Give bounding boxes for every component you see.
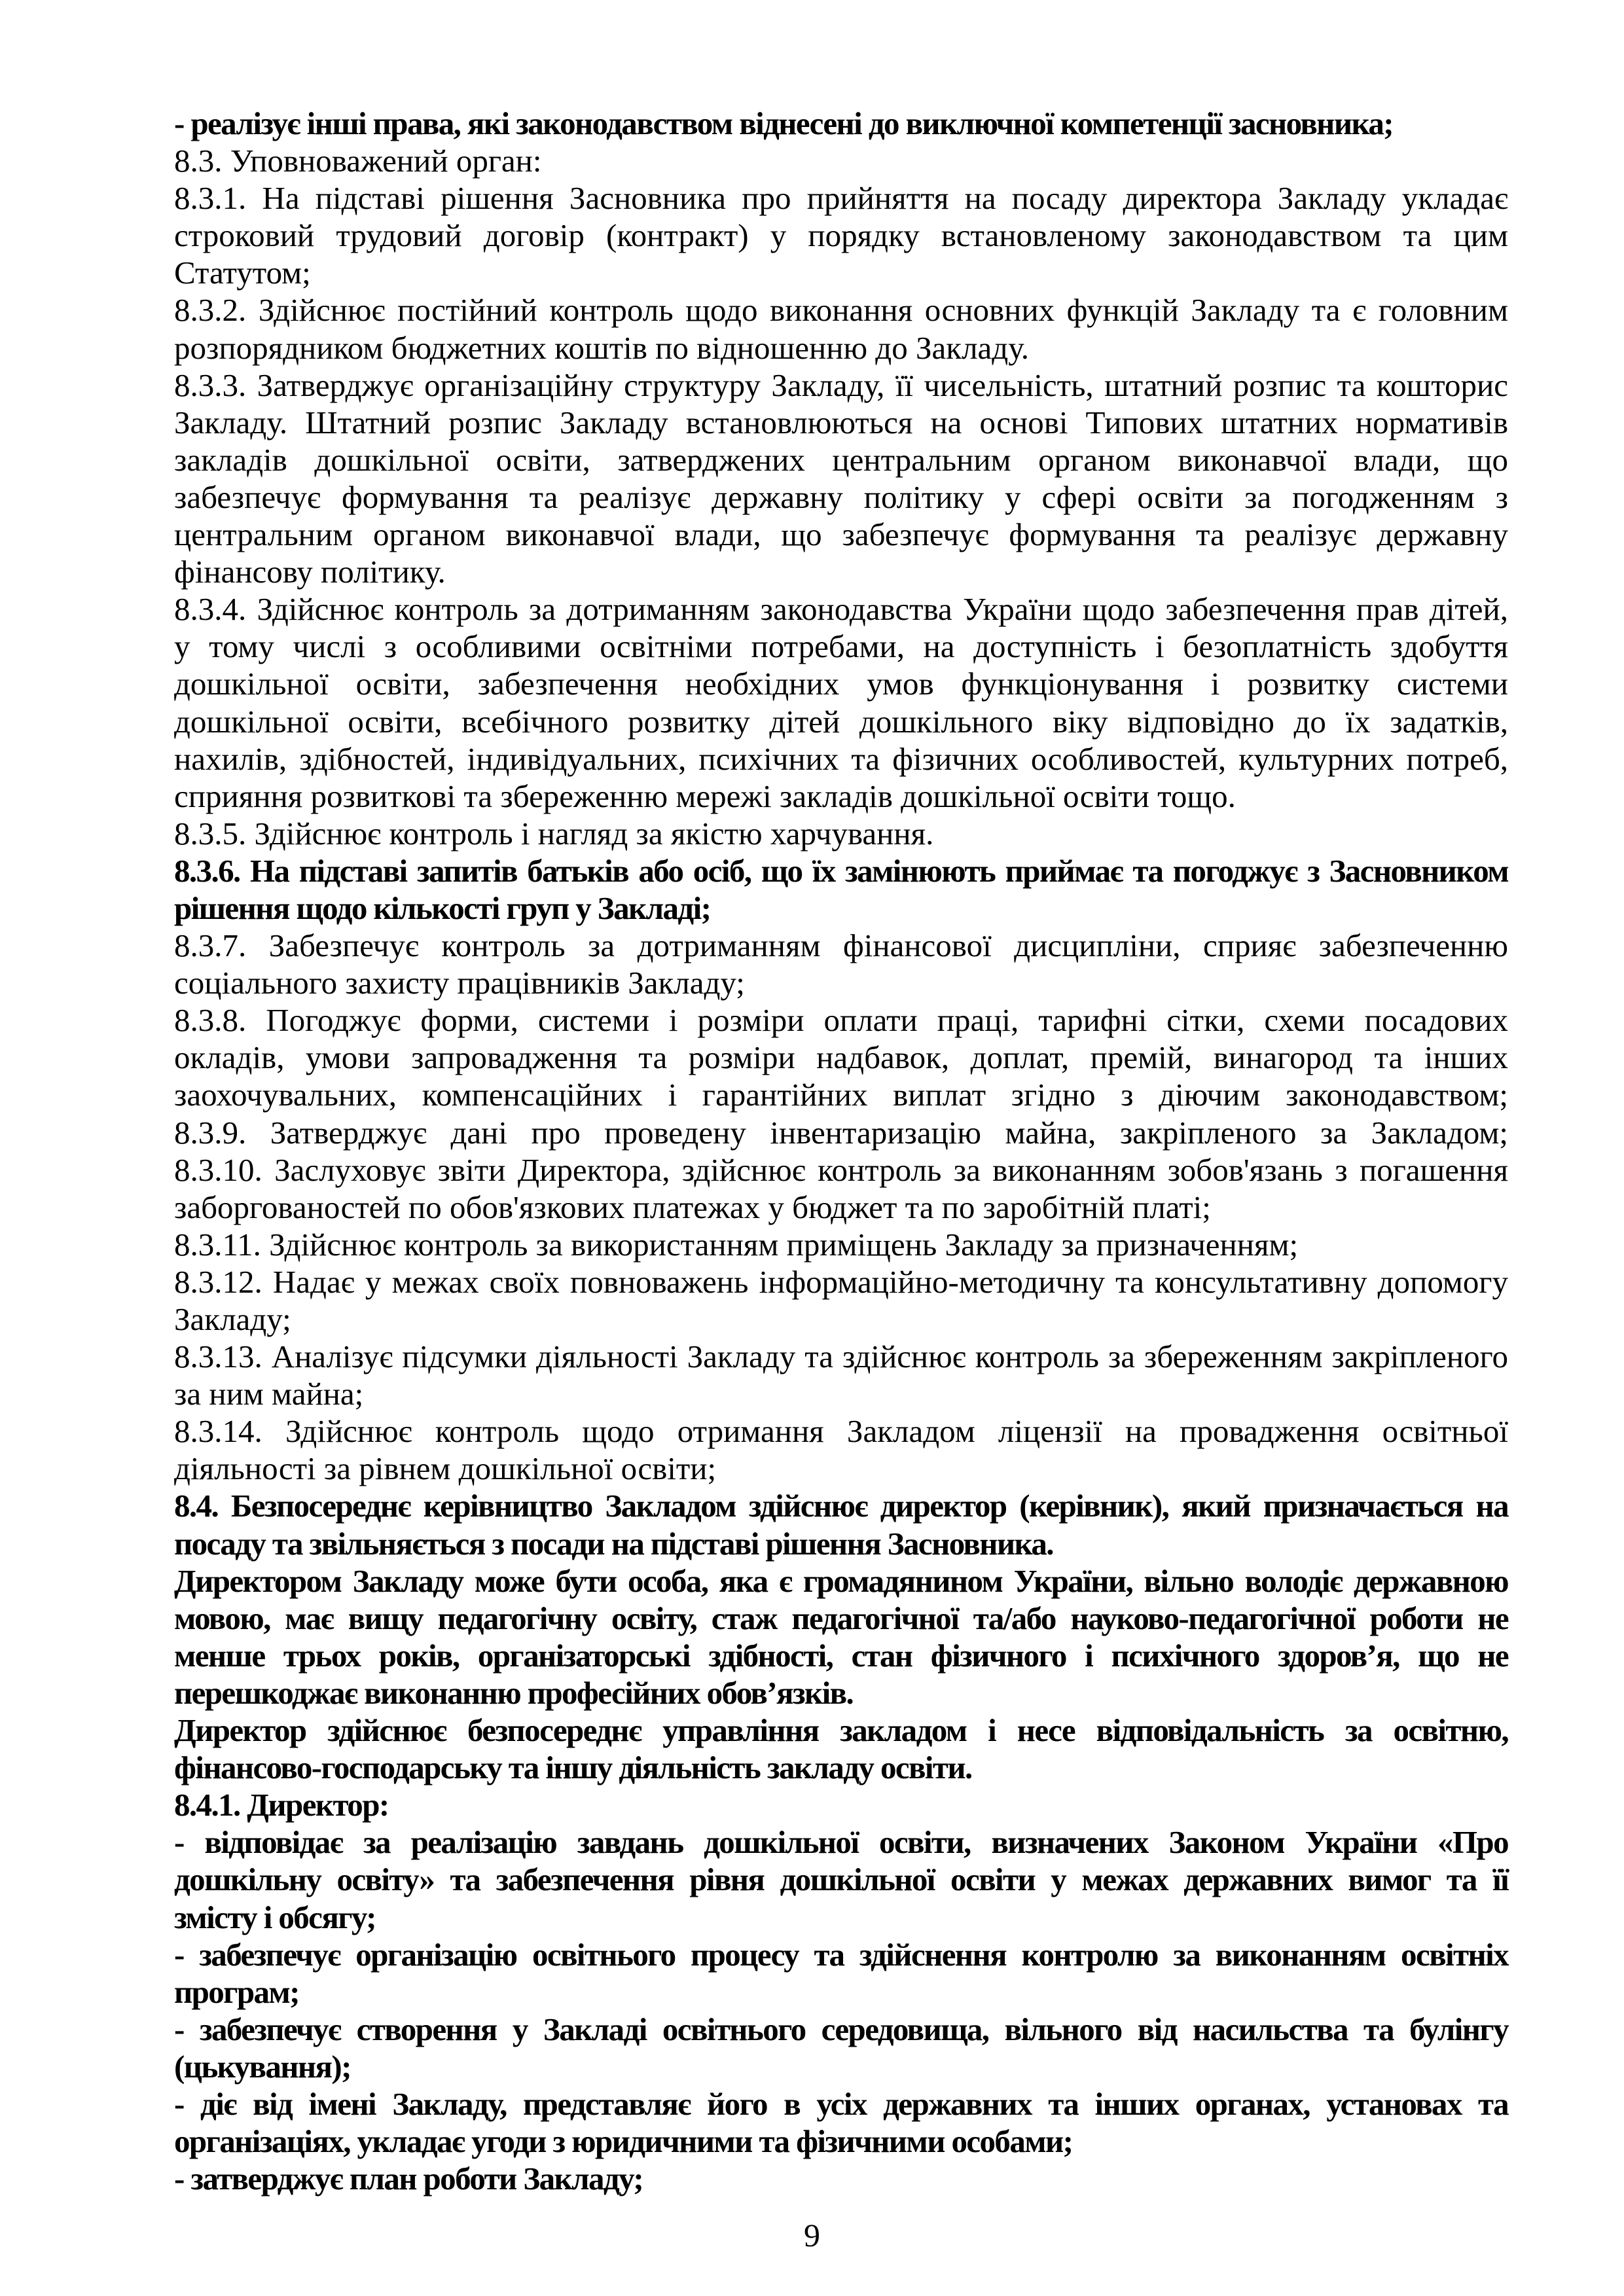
- text-line: 8.3.3. Затверджує організаційну структуру Закладу, її чисельність, штатний розпис та кошторис: [174, 367, 1508, 403]
- text-line: 8.4. Безпосереднє керівництво Закладом здійснює директор (керівник), який призначається на: [174, 1488, 1508, 1524]
- text-line: дошкільної освіти, всебічного розвитку дітей дошкільного віку відповідно до їх задатків,: [174, 703, 1508, 740]
- text-line: посаду та звільняється з посади на підставі рішення Засновника.: [174, 1525, 1053, 1562]
- text-line: менше трьох років, організаторські здібності, стан фізичного і психічного здоров’я, що не: [174, 1637, 1508, 1674]
- text-line: заохочувальних, компенсаційних і гарантійних виплат згідно з діючим законодавством;: [174, 1077, 1508, 1113]
- text-line: 8.3.1. На підставі рішення Засновника про прийняття на посаду директора Закладу укладає: [174, 180, 1508, 217]
- text-line: 8.3.7. Забезпечує контроль за дотриманням фінансової дисципліни, сприяє забезпеченню: [174, 927, 1508, 964]
- text-line: рішення щодо кількості груп у Закладі;: [174, 889, 711, 926]
- text-line: Закладу;: [174, 1301, 291, 1337]
- document-body: [174, 105, 1508, 2197]
- text-line: забезпечує формування та реалізує державну політику у сфері освіти за погодженням з: [174, 478, 1508, 515]
- text-line: 8.3.9. Затверджує дані про проведену інвентаризацію майна, закріпленого за Закладом;: [174, 1114, 1508, 1151]
- text-line: Директором Закладу може бути особа, яка є громадянином України, вільно володіє державною: [174, 1562, 1508, 1599]
- text-line: за ним майна;: [174, 1376, 364, 1412]
- text-line: перешкоджає виконанню професійних обов’язків.: [174, 1674, 854, 1711]
- text-line: розпорядником бюджетних коштів по відношенню до Закладу.: [174, 329, 1030, 366]
- text-line: - забезпечує створення у Закладі освітнього середовища, вільного від насильства та булінгу: [174, 2011, 1508, 2047]
- text-line: організаціях, укладає угоди з юридичними та фізичними особами;: [174, 2123, 1073, 2160]
- text-line: - діє від імені Закладу, представляє його в усіх державних та інших органах, установах та: [174, 2085, 1508, 2122]
- text-line: заборгованостей по обов'язкових платежах у бюджет та по заробітній платі;: [174, 1189, 1211, 1225]
- text-line: 8.3.11. Здійснює контроль за використанням приміщень Закладу за призначенням;: [174, 1226, 1299, 1263]
- text-line: закладів дошкільної освіти, затверджених центральним органом виконавчої влади, що: [174, 441, 1508, 478]
- text-line: дошкільну освіту» та забезпечення рівня дошкільної освіти у межах державних вимог та її: [174, 1861, 1508, 1898]
- text-line: 8.4.1. Директор:: [174, 1787, 389, 1823]
- text-line: дошкільної освіти, забезпечення необхідних умов функціонування і розвитку системи: [174, 666, 1508, 702]
- text-line: 8.3.2. Здійснює постійний контроль щодо виконання основних функцій Закладу та є головним: [174, 292, 1508, 329]
- text-line: у тому числі з особливими освітніми потребами, на доступність і безоплатність здобуття: [174, 628, 1508, 665]
- text-line: 8.3.14. Здійснює контроль щодо отримання Закладом ліцензії на провадження освітньої: [174, 1413, 1508, 1450]
- text-line: фінансову політику.: [174, 554, 446, 590]
- text-line: 8.3.10. Заслуховує звіти Директора, здійснює контроль за виконанням зобов'язань з погашення: [174, 1151, 1508, 1188]
- text-line: окладів, умови запровадження та розміри надбавок, доплат, премій, винагород та інших: [174, 1039, 1508, 1076]
- text-line: програм;: [174, 1973, 299, 2010]
- text-line: центральним органом виконавчої влади, що забезпечує формування та реалізує державну: [174, 516, 1508, 553]
- text-line: - забезпечує організацію освітнього процесу та здійснення контролю за виконанням освітніх: [174, 1936, 1508, 1973]
- text-line: 8.3.8. Погоджує форми, системи і розміри оплати праці, тарифні сітки, схеми посадових: [174, 1002, 1508, 1039]
- text-line: мовою, має вищу педагогічну освіту, стаж педагогічної та/або науково-педагогічної роботи не: [174, 1600, 1508, 1636]
- page-number: 9: [804, 2217, 820, 2253]
- text-line: соціального захисту працівників Закладу;: [174, 965, 745, 1001]
- text-line: фінансово-господарську та іншу діяльність закладу освіти.: [174, 1749, 972, 1786]
- text-line: змісту і обсягу;: [174, 1899, 376, 1935]
- text-line: 8.3.13. Аналізує підсумки діяльності Закладу та здійснює контроль за збереженням закріпленого: [174, 1338, 1508, 1375]
- text-line: нахилів, здібностей, індивідуальних, психічних та фізичних особливостей, культурних потреб,: [174, 740, 1508, 777]
- text-line: строковий трудовий договір (контракт) у порядку встановленому законодавством та цим: [174, 217, 1508, 254]
- text-line: - реалізує інші права, які законодавством віднесені до виключної компетенції засновника;: [174, 105, 1393, 141]
- text-line: 8.3.6. На підставі запитів батьків або осіб, що їх замінюють приймає та погоджує з Засновником: [174, 852, 1508, 889]
- text-line: сприяння розвиткові та збереженню мережі закладів дошкільної освіти тощо.: [174, 778, 1236, 814]
- text-line: (цькування);: [174, 2048, 351, 2085]
- text-line: - затверджує план роботи Закладу;: [174, 2161, 643, 2197]
- text-line: 8.3.12. Надає у межах своїх повноважень інформаційно-методичну та консультативну допомогу: [174, 1263, 1508, 1300]
- text-line: - відповідає за реалізацію завдань дошкільної освіти, визначених Законом України «Про: [174, 1824, 1508, 1861]
- text-line: 8.3.5. Здійснює контроль і нагляд за якістю харчування.: [174, 815, 934, 852]
- text-line: діяльності за рівнем дошкільної освіти;: [174, 1450, 717, 1487]
- text-line: 8.3. Уповноважений орган:: [174, 143, 542, 179]
- text-line: 8.3.4. Здійснює контроль за дотриманням законодавства України щодо забезпечення прав дітей,: [174, 591, 1508, 628]
- text-line: Закладу. Штатний розпис Закладу встановлюються на основі Типових штатних нормативів: [174, 404, 1508, 440]
- text-line: Статутом;: [174, 255, 311, 291]
- text-line: Директор здійснює безпосереднє управління закладом і несе відповідальність за освітню,: [174, 1712, 1508, 1749]
